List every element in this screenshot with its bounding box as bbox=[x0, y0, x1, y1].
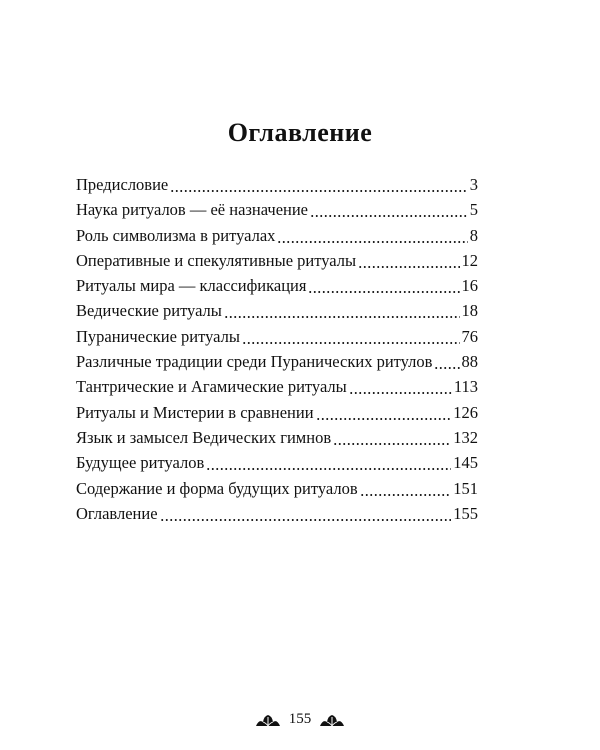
toc-entry bbox=[76, 400, 478, 425]
toc-entry-title: Будущее ритуалов bbox=[76, 453, 205, 473]
toc-entry bbox=[76, 501, 478, 526]
toc-dot-leader bbox=[333, 425, 451, 450]
toc-entry bbox=[76, 476, 478, 501]
toc-entry bbox=[76, 273, 478, 298]
toc-entry bbox=[76, 450, 478, 475]
toc-entry bbox=[76, 197, 478, 222]
toc-entry-page: 151 bbox=[453, 478, 478, 498]
toc-entry-page: 76 bbox=[461, 326, 478, 346]
toc-entry-page: 5 bbox=[469, 200, 478, 220]
toc-entry-title: Оперативные и спекулятивные ритуалы bbox=[76, 250, 357, 270]
page-number: 155 bbox=[288, 711, 312, 727]
toc-entry-title: Пуранические ритуалы bbox=[76, 326, 240, 346]
toc-entry bbox=[76, 248, 478, 273]
toc-entry-title: Содержание и форма будущих ритуалов bbox=[76, 478, 358, 498]
toc-entry-page: 145 bbox=[453, 453, 478, 473]
floral-ornament-icon bbox=[319, 713, 345, 727]
toc-dot-leader bbox=[358, 248, 459, 273]
toc-entry-title: Ритуалы мира — классификация bbox=[76, 276, 307, 296]
toc-entry bbox=[76, 172, 478, 197]
toc-entry-page: 132 bbox=[453, 427, 478, 447]
toc-entry-title: Роль символизма в ритуалах bbox=[76, 225, 276, 245]
toc-dot-leader bbox=[242, 324, 460, 349]
toc-entry bbox=[76, 425, 478, 450]
toc-dot-leader bbox=[160, 501, 452, 526]
toc-entry-title: Ведические ритуалы bbox=[76, 301, 222, 321]
toc-entry-title: Наука ритуалов — её назначение bbox=[76, 200, 309, 220]
toc-entry-title: Различные традиции среди Пуранических ритулов bbox=[76, 352, 433, 372]
toc-entry bbox=[76, 349, 478, 374]
toc-dot-leader bbox=[170, 172, 468, 197]
toc-entry-title: Тантрические и Агамические ритуалы bbox=[76, 377, 347, 397]
toc-dot-leader bbox=[206, 450, 451, 475]
toc-entry-page: 113 bbox=[453, 377, 478, 397]
toc-entry bbox=[76, 223, 478, 248]
toc-entry-page: 12 bbox=[461, 250, 478, 270]
toc-entry-page: 8 bbox=[469, 225, 478, 245]
toc-entry-title: Оглавление bbox=[76, 503, 158, 523]
toc-dot-leader bbox=[349, 374, 452, 399]
toc-dot-leader bbox=[224, 298, 460, 323]
toc-entry-page: 16 bbox=[461, 276, 478, 296]
page-title: Оглавление bbox=[227, 118, 373, 147]
toc-entry-title: Язык и замысел Ведических гимнов bbox=[76, 427, 332, 447]
toc-entry-title: Предисловие bbox=[76, 175, 169, 194]
toc-entry-page: 3 bbox=[469, 175, 478, 194]
toc-dot-leader bbox=[308, 273, 459, 298]
toc-entry-page: 18 bbox=[461, 301, 478, 321]
toc-dot-leader bbox=[434, 349, 459, 374]
toc-dot-leader bbox=[310, 197, 468, 222]
floral-ornament-icon bbox=[255, 713, 281, 727]
toc-dot-leader bbox=[277, 223, 467, 248]
toc-dot-leader bbox=[316, 400, 452, 425]
toc-entry-page: 155 bbox=[453, 503, 478, 523]
toc-entry-page: 88 bbox=[461, 352, 478, 372]
toc-entry-title: Ритуалы и Мистерии в сравнении bbox=[76, 402, 314, 422]
toc-entry bbox=[76, 324, 478, 349]
toc-entry bbox=[76, 298, 478, 323]
toc-dot-leader bbox=[360, 476, 452, 501]
toc-entry-page: 126 bbox=[453, 402, 478, 422]
table-of-contents bbox=[76, 172, 478, 526]
page-footer bbox=[0, 711, 600, 728]
toc-entry bbox=[76, 374, 478, 399]
